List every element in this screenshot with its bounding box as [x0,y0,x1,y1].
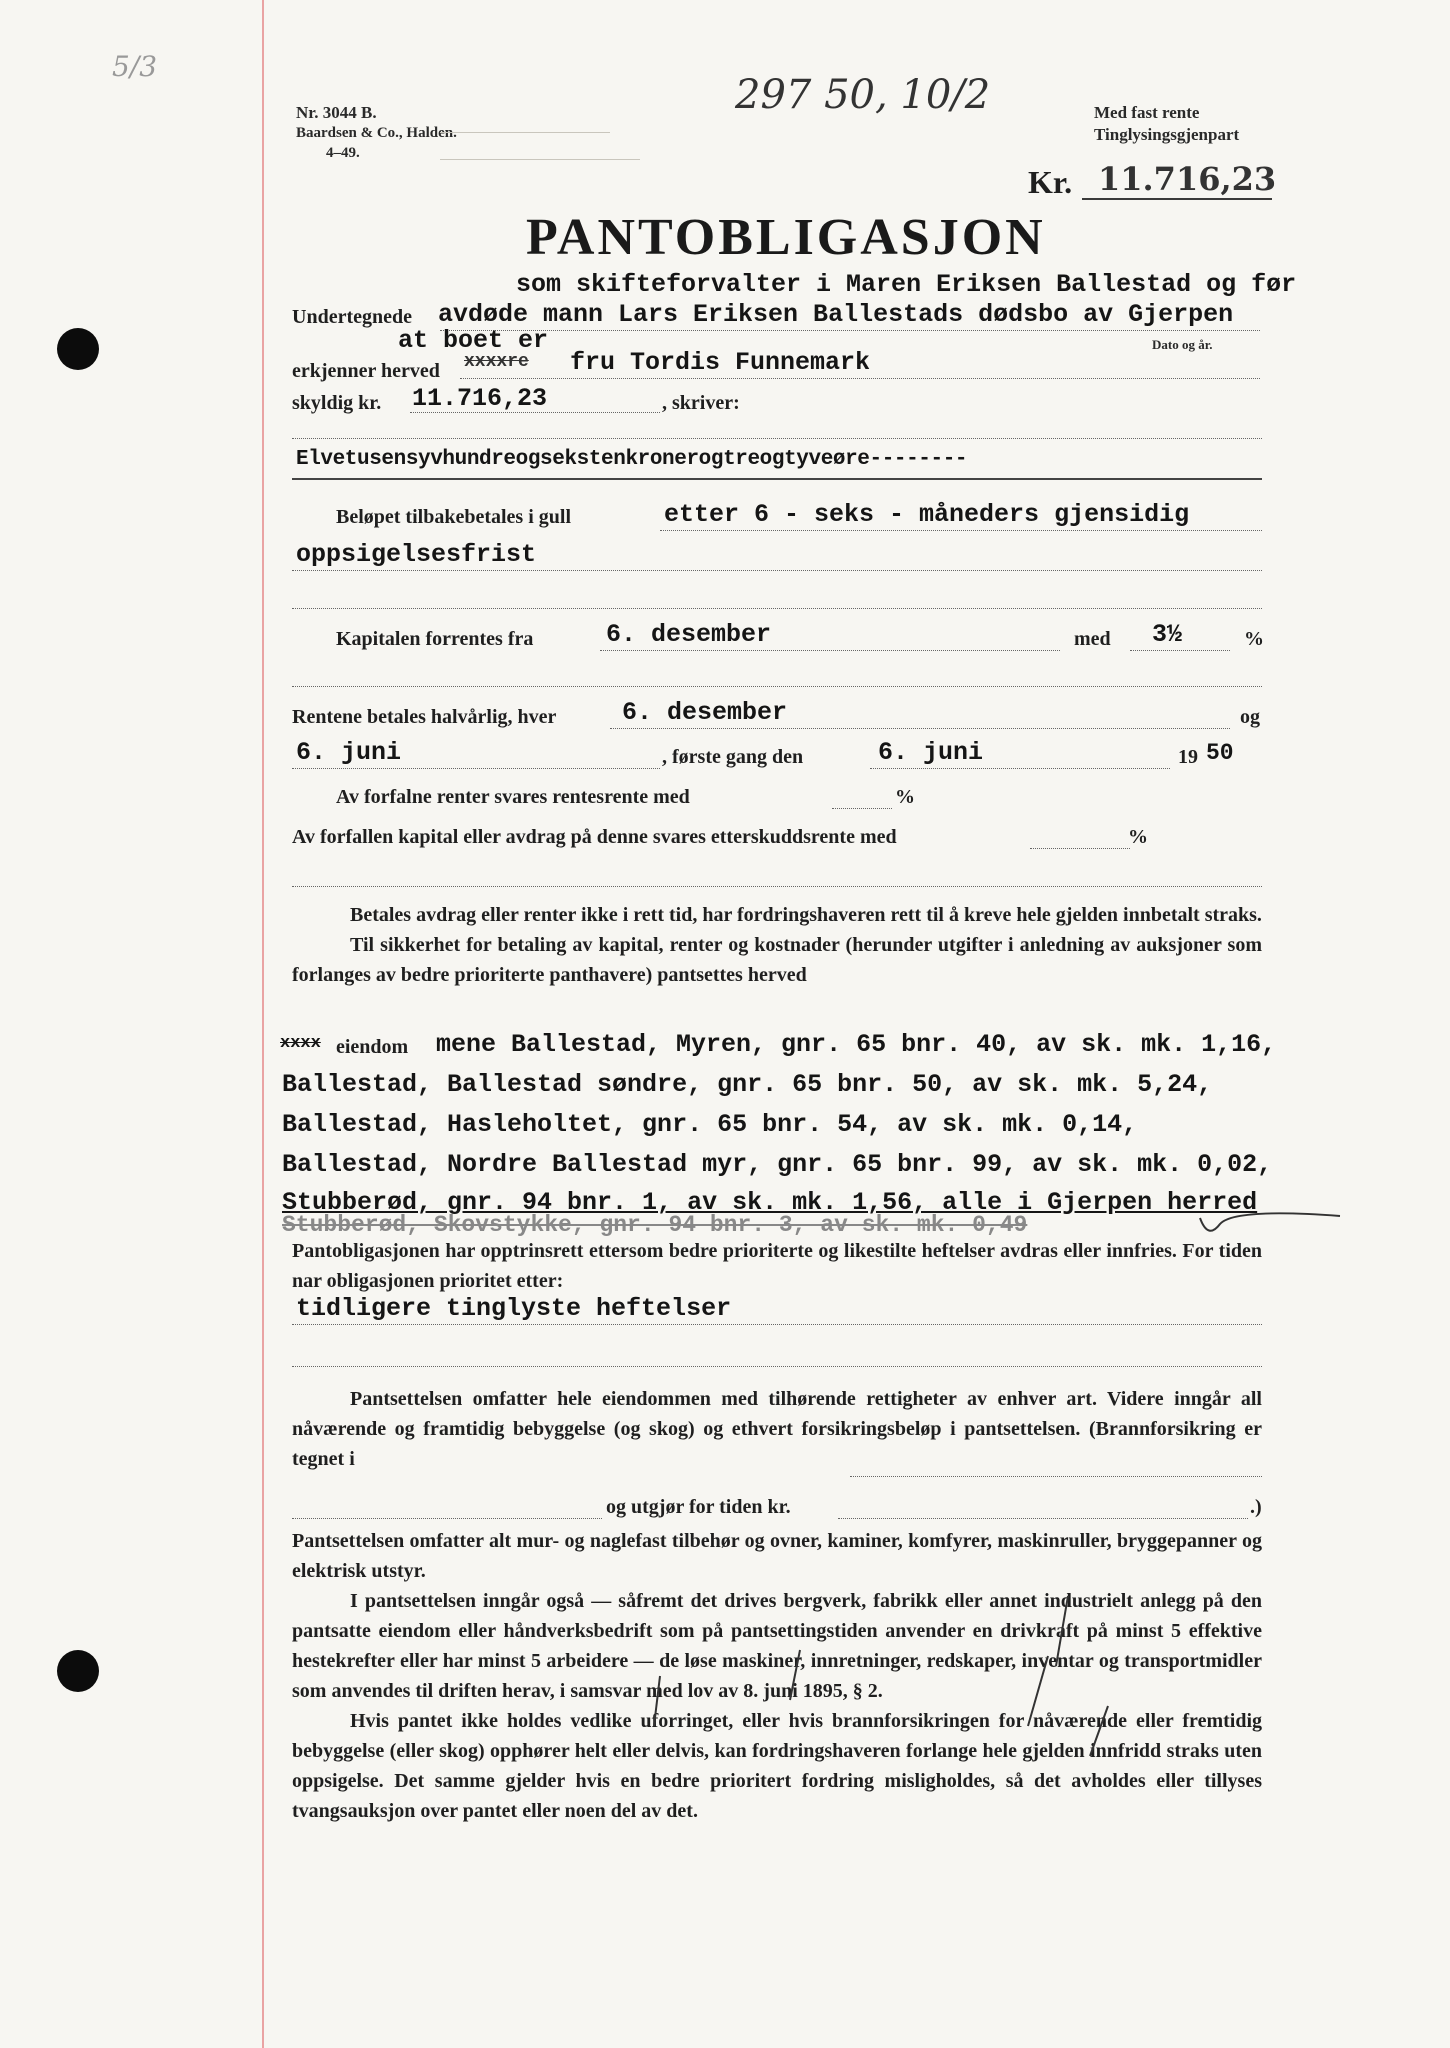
default-clause: Betales avdrag eller renter ikke i rett tid, har fordringshaveren rett til å kreve hele gjelden innbetalt straks. [350,904,1262,926]
coverage-clause-4: Hvis pantet ikke holdes vedlike uforringet, eller hvis brannforsikringen for nåværende eller fremtidig bebyggelse (eller skog) opphører helt eller delvis, kan fordringshaveren forlange hele gjelden innfridd straks uten oppsigelse. Det samme gjelder hvis en bedre prioritert fordring misligholdes, så det avholdes eller tillyses tvangsauksjon over pantet eller noen del av det. [292,1710,1262,1822]
amount-value: 11.716,23 [1098,160,1277,198]
coverage-close: .) [1250,1496,1262,1518]
repayment-typed-2: oppsigelsesfrist [296,540,537,569]
debtor-typed-line-3: at boet er [398,326,549,355]
date-year-label: Dato og år. [1152,337,1213,352]
document-title: PANTOBLIGASJON [526,209,1046,266]
label-first-time: , første gang den [662,746,804,768]
property-line-5: Stubberød, gnr. 94 bnr. 1, av sk. mk. 1,56, alle i Gjerpen herred [282,1188,1258,1217]
debtor-typed-line-2: avdøde mann Lars Eriksen Ballestads dødsbo av Gjerpen [438,300,1234,329]
form-type: Med fast rente [1094,103,1200,122]
pen-stroke-2 [1028,1656,1048,1726]
pen-stroke-1 [1056,1596,1068,1666]
label-and: og [1240,706,1260,728]
repayment-typed-1: etter 6 - seks - måneders gjensidig [664,500,1190,529]
coverage-clause-1: Pantsettelsen omfatter hele eiendommen med tilhørende rettigheter av enhver art. Videre inngår all nåværende og framtidig bebyggelse (og skog) og ethvert forsikringsbeløp i pantsettelsen. (Brannforsikring er tegnet i [292,1388,1262,1470]
struck-property-line: Stubberød, Skovstykke, gnr. 94 bnr. 3, av sk. mk. 0,49 [282,1212,1028,1238]
creditor-name: fru Tordis Funnemark [570,348,871,377]
tick-mark [1200,1213,1340,1230]
label-writes: , skriver: [662,392,740,414]
margin-note: 5/3 [112,50,158,83]
label-with: med [1074,628,1111,650]
debtor-typed-line-1: som skifteforvalter i Maren Eriksen Ballestad og før [516,270,1297,299]
interest-from-date: 6. desember [606,620,772,649]
priority-clause: Pantobligasjonen har opptrinsrett ettersom bedre prioriterte og likestilte heftelser avdras eller innfries. For tiden nar obligasjonen prioritet etter: [292,1240,1262,1292]
label-interest-from: Kapitalen forrentes fra [336,628,534,650]
coverage-amount-label: og utgjør for tiden kr. [606,1496,791,1518]
year-prefix: 19 [1178,746,1198,768]
struck-prefix: xxxx [280,1034,321,1053]
interest-percent-sign: % [1244,628,1264,650]
property-line-4: Ballestad, Nordre Ballestad myr, gnr. 65 bnr. 99, av sk. mk. 0,02, [282,1150,1273,1179]
coverage-clause-3: I pantsettelsen inngår også — såfremt det drives bergverk, fabrikk eller annet industrielt anlegg på den pantsatte eiendom eller håndverksbedrift som på pantsettingstiden anvender en drivkraft på minst 5 effektive hestekrefter eller har minst 5 arbeidere — de løse maskiner, innretninger, redskaper, inventar og transportmidler som anvendes til driften herav, i samsvar med lov av 8. juni 1895, § 2. [292,1590,1262,1702]
struck-word: xxxxre [464,352,529,372]
pen-stroke-4 [654,1676,660,1726]
form-number: Nr. 3044 B. [296,103,377,122]
interest-paid-date-2: 6. juni [296,738,402,767]
year-suffix: 50 [1206,740,1234,766]
form-publisher: Baardsen & Co., Halden. [296,125,457,141]
first-payment-date: 6. juni [878,738,984,767]
overdue-interest-label: Av forfalne renter svares rentesrente med [336,786,690,808]
interest-paid-date-1: 6. desember [622,698,788,727]
property-line-2: Ballestad, Ballestad søndre, gnr. 65 bnr. 50, av sk. mk. 5,24, [282,1070,1213,1099]
label-owes: skyldig kr. [292,392,382,414]
handwritten-reference: 297 50, 10/2 [735,72,991,118]
amount-prefix: Kr. [1028,164,1073,200]
label-interest-paid: Rentene betales halvårlig, hver [292,706,557,728]
pen-stroke-3 [1090,1706,1108,1756]
security-clause: Til sikkerhet for betaling av kapital, renter og kostnader (herunder utgifter i anledning av auksjoner som forlanges av bedre prioriterte panthavere) pantsettes herved [292,934,1262,986]
pen-stroke-5 [790,1650,800,1700]
coverage-clause-2: Pantsettelsen omfatter alt mur- og naglefast tilbehør og ovner, kaminer, komfyrer, maskinruller, bryggepanner og elektrisk utstyr. [292,1530,1262,1582]
overdue-capital-percent: % [1128,826,1148,848]
overdue-interest-percent: % [895,786,915,808]
label-acknowledges: erkjenner herved [292,360,440,382]
interest-rate: 3½ [1152,620,1183,649]
label-undersigned: Undertegnede [292,306,412,328]
property-line-3: Ballestad, Hasleholtet, gnr. 65 bnr. 54, av sk. mk. 0,14, [282,1110,1138,1139]
property-label: eiendom [336,1036,409,1058]
amount-in-words: Elvetusensyvhundreogsekstenkronerogtreogtyveøre-------- [296,448,968,471]
form-copy-label: Tinglysingsgjenpart [1094,125,1240,144]
form-date: 4–49. [326,145,360,161]
owes-amount: 11.716,23 [412,384,548,413]
property-line-1: mene Ballestad, Myren, gnr. 65 bnr. 40, av sk. mk. 1,16, [436,1030,1277,1059]
label-repayment: Beløpet tilbakebetales i gull [336,506,571,528]
priority-typed: tidligere tinglyste heftelser [296,1294,732,1323]
overdue-capital-label: Av forfallen kapital eller avdrag på denne svares etterskuddsrente med [292,826,897,848]
